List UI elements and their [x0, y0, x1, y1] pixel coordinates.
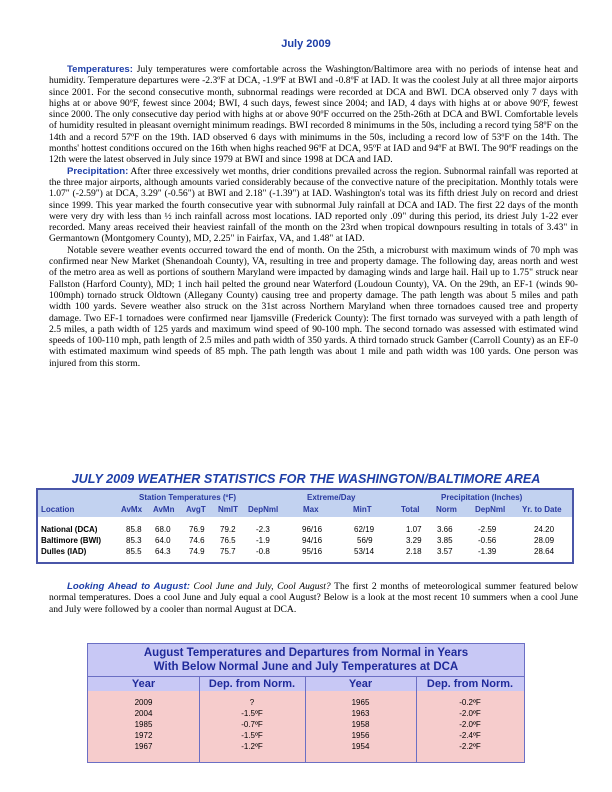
col-max: Max [303, 505, 319, 514]
group-precipitation: Precipitation (Inches) [441, 493, 523, 502]
col-nmlt: NmlT [218, 505, 238, 514]
cell-location: Baltimore (BWI) [41, 536, 101, 545]
cell-avmx: 85.5 [126, 547, 142, 556]
cell-dep: -1.5ºF [241, 709, 263, 718]
cell-avgt: 74.6 [189, 536, 205, 545]
cell-year: 1958 [351, 720, 370, 729]
stats-title: JULY 2009 WEATHER STATISTICS FOR THE WASHINGTON/BALTIMORE AREA [71, 472, 541, 486]
cell-max: 96/16 [302, 525, 323, 534]
col-ytd: Yr. to Date [522, 505, 562, 514]
cell-total: 1.07 [406, 525, 422, 534]
col-norm: Norm [436, 505, 457, 514]
cell-depnml: -2.3 [256, 525, 270, 534]
col-depnml: DepNml [248, 505, 279, 514]
august-title-line2: With Below Normal June and July Temperatures at DCA [153, 661, 459, 673]
col-dep-left: Dep. from Norm. [199, 676, 305, 691]
cell-year: 1965 [351, 698, 370, 707]
cell-norm: 3.85 [437, 536, 453, 545]
col-year-left: Year [88, 676, 199, 691]
cell-avgt: 76.9 [189, 525, 205, 534]
cell-mint: 53/14 [354, 547, 375, 556]
table-row [38, 536, 572, 546]
narrative [49, 64, 578, 369]
looking-ahead-question: Cool June and July, Cool August? [189, 581, 331, 592]
cell-nmlt: 75.7 [220, 547, 236, 556]
col-location: Location [41, 505, 75, 514]
cell-max: 94/16 [302, 536, 323, 545]
august-title-line1: August Temperatures and Departures from Normal in Years [143, 647, 469, 659]
cell-dep: -0.7ºF [241, 720, 263, 729]
cell-mint: 56/9 [357, 536, 373, 545]
cell-year: 1985 [134, 720, 153, 729]
temperatures-text: July temperatures were comfortable across the Washington/Baltimore area with no periods of intense heat and humidity. Temperature departures were -2.3ºF at DCA, -1.9ºF at BWI and -0.8ºF at IAD. It was the coolest July at all three major airports since 2001. For the second consecutive month, subnormal readings were recorded at DCA and BWI. DCA observed only 7 days with highs at or above 90ºF, fewest since 2004; BWI, 4 such days, fewest since 2004; and IAD, 4 days with highs at or above 90ºF, fewest since 2000. The only consecutive day period with highs at or above 90ºF occurred on the 25th-26th at DCA and BWI. Comfortable levels of humidity resulted in pleasant overnight minimum readings. BWI recorded 8 minimums in the 50s, including a record tying 58ºF on the 14th and a record 57ºF on the 19th. IAD observed 6 days with minimums in the 50s, including a record low of 53ºF on the 14th. The months' hottest conditions occured on the 16th when highs reached 96ºF at DCA, 95ºF at IAD and 94ºF at BWI. The 90ºF readings on the 12th were the latest observed in July since 1979 at BWI and since 1998 at DCA and IAD. [49, 64, 578, 166]
cell-year: 2009 [134, 698, 153, 707]
col-year-right: Year [305, 676, 416, 691]
cell-mint: 62/19 [354, 525, 375, 534]
cell-year: 2004 [134, 709, 153, 718]
cell-avmn: 64.0 [155, 536, 171, 545]
col-total: Total [401, 505, 420, 514]
cell-year: 1967 [134, 742, 153, 751]
cell-norm: 3.66 [437, 525, 453, 534]
page-title: July 2009 [281, 38, 331, 50]
cell-ytd: 28.64 [534, 547, 555, 556]
cell-location: Dulles (IAD) [41, 547, 87, 556]
cell-dep: -0.2ºF [459, 698, 481, 707]
group-temperatures: Station Temperatures (ºF) [139, 493, 237, 502]
severe-paragraph: Notable severe weather events occurred toward the end of month. On the 25th, a microburst with maximum winds of 70 mph was confirmed near New Market (Shenandoah County), VA, resulting in tree and property damage. The following day, areas north and west of the metro area as well as portions of southern Maryland were impacted by damaging winds and large hail. Hail up to 1.75" struck near Fallston (Harford County), MD; 1 inch hail pelted the ground near Waterford (Loudoun County), VA. On the 29th, an EF-1 (winds 90-100mph) tornado struck Oldtown (Allegany County) causing tree and property damage. The path length was about 5 miles and path width 100 yards. Severe weather also struck on the 31st across Northern Maryland when three tornadoes caused tree and property damage. Two EF-1 tornadoes were confirmed near Ijamsville (Frederick County): The first tornado was surveyed with a path length of 2.5 miles, a path width of 125 yards and maximum wind speed of 90-100 mph. The second tornado was assessed with estimated wind speeds of 100-110 mph, path length of 2.5 miles and path width of 350 yards. A third tornado struck Gamber (Carroll County) as an EF-0 with estimated maximum wind speeds of 85 mph. The path length was about 1 mile and path width was 100 yards. One person was injured from this storm. [49, 244, 578, 369]
cell-dep: -2.0ºF [459, 720, 481, 729]
precipitation-text: After three excessively wet months, drier conditions prevailed across the region. Subnormal rainfall was reported at the three major airports, although amounts varied considerably because of the convective nature of the precipitation. Monthly totals were 1.07" (-2.59") at DCA, 3.29" (-0.56") at BWI and 2.18" (-1.39") at IAD. Washington's total was its fifth driest July on record and driest since 1999. This year marked the fourth consecutive year with subnormal July rainfall at DCA and IAD. The first 22 days of the month were very dry with less than ½ inch rainfall across most locations. IAD reported only .09" during this period, its driest July 1-22 ever recorded. Many areas received their heaviest rainfall of the month on the 23rd when tropical downpours resulting in totals of 3.43" in Germantown (Montgomery County), MD, 2.25" in Fairfax, VA, and 1.48" at IAD. [49, 165, 578, 245]
col-mint: MinT [353, 505, 372, 514]
cell-avmx: 85.8 [126, 525, 142, 534]
cell-precip-depnml: -1.39 [478, 547, 497, 556]
temperatures-paragraph [49, 64, 578, 166]
table-row [38, 525, 572, 535]
table-row [38, 547, 572, 557]
temperatures-lead: Temperatures: [67, 64, 133, 75]
looking-ahead-lead: Looking Ahead to August: [67, 581, 190, 592]
cell-ytd: 24.20 [534, 525, 555, 534]
cell-precip-depnml: -2.59 [478, 525, 497, 534]
col-precip-depnml: DepNml [475, 505, 506, 514]
cell-nmlt: 79.2 [220, 525, 236, 534]
col-avmx: AvMx [121, 505, 143, 514]
precipitation-lead: Precipitation: [67, 165, 129, 177]
cell-depnml: -1.9 [256, 536, 270, 545]
group-extreme: Extreme/Day [307, 493, 356, 502]
cell-max: 95/16 [302, 547, 323, 556]
precipitation-paragraph [49, 166, 578, 245]
col-avgt: AvgT [186, 505, 206, 514]
cell-year: 1972 [134, 731, 153, 740]
cell-nmlt: 76.5 [220, 536, 236, 545]
cell-precip-depnml: -0.56 [478, 536, 497, 545]
cell-depnml: -0.8 [256, 547, 270, 556]
cell-year: 1956 [351, 731, 370, 740]
col-dep-right: Dep. from Norm. [416, 676, 524, 691]
looking-ahead-paragraph [49, 581, 578, 615]
cell-dep: -1.2ºF [241, 742, 263, 751]
cell-dep: -1.5ºF [241, 731, 263, 740]
cell-year: 1954 [351, 742, 370, 751]
cell-norm: 3.57 [437, 547, 453, 556]
cell-ytd: 28.09 [534, 536, 555, 545]
cell-location: National (DCA) [41, 525, 98, 534]
col-avmn: AvMn [153, 505, 175, 514]
cell-dep: -2.2ºF [459, 742, 481, 751]
cell-dep: ? [249, 698, 255, 707]
looking-ahead-text: The first 2 months of meteorological summer featured below normal temperatures. Does a cool June and July equal a cool August? Below is a look at the most recent 10 summers when a cool June and July were followed by a cooler than normal August at DCA. [49, 581, 578, 615]
august-table-title [88, 644, 524, 676]
cell-dep: -2.4ºF [459, 731, 481, 740]
cell-avgt: 74.9 [189, 547, 205, 556]
cell-total: 3.29 [406, 536, 422, 545]
cell-total: 2.18 [406, 547, 422, 556]
cell-avmn: 64.3 [155, 547, 171, 556]
august-table [87, 643, 525, 763]
looking-ahead [49, 581, 578, 615]
cell-avmn: 68.0 [155, 525, 171, 534]
stats-table [36, 488, 574, 564]
cell-avmx: 85.3 [126, 536, 142, 545]
cell-dep: -2.0ºF [459, 709, 481, 718]
cell-year: 1963 [351, 709, 370, 718]
